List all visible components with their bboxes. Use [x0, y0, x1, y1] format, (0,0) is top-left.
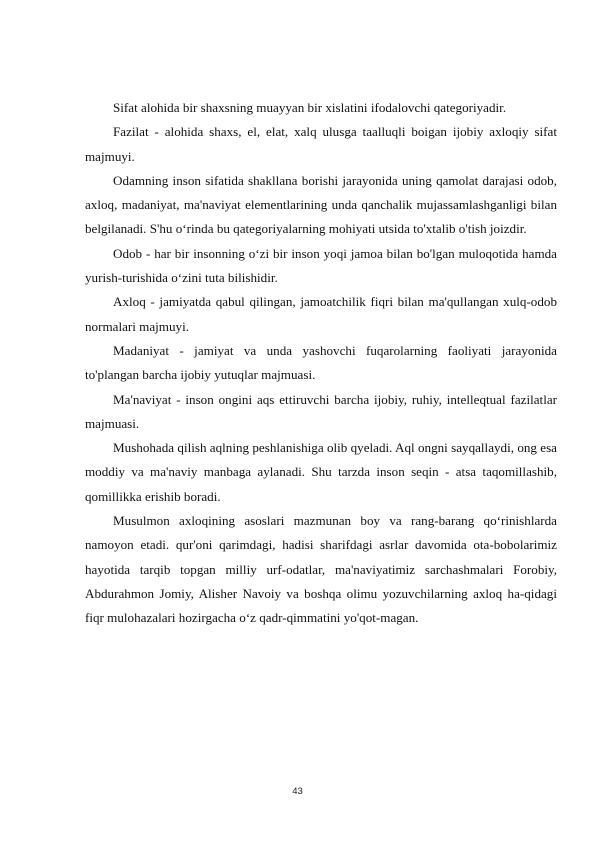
document-body: [85, 96, 557, 631]
page-number: 43: [292, 786, 303, 797]
paragraph-mushohada: Mushohada qilish aqlning peshlanishiga olib qyeladi. Aql ongni sayqallaydi, ong esa moddiy va ma'naviy manbaga aylanadi. Shu tarzda inson seqin - atsa taqomillashib, qomillikka erishib boradi.: [85, 440, 557, 504]
paragraph-fazilat: Fazilat - alohida shaxs, el, elat, xalq ulusga taalluqli boigan ijobiy axloqiy sifat majmuyi.: [85, 124, 557, 164]
paragraph-manaviyat: Ma'naviyat - inson ongini aqs ettiruvchi barcha ijobiy, ruhiy, intelleqtual fazilatlar majmuasi.: [85, 391, 557, 431]
paragraph-madaniyat: Madaniyat - jamiyat va unda yashovchi fuqarolarning faoliyati jarayonida to'plangan barcha ijobiy yutuqlar majmuasi.: [85, 342, 557, 383]
paragraph-odob: Odob - har bir insonning o‘zi bir inson yoqi jamoa bilan bo'lgan muloqotida hamda yurish-turishida o‘zini tuta bilishidir.: [85, 245, 557, 286]
paragraph-axloq: Axloq - jamiyatda qabul qilingan, jamoatchilik fiqri bilan ma'qullangan xulq-odob normalari majmuyi.: [85, 294, 557, 334]
paragraph-musulmon-axloqi: Musulmon axloqining asoslari mazmunan boy va rang-barang qo‘rinishlarda namoyon etadi. qur'oni qarimdagi, hadisi sharifdagi asrlar davomida ota-bobolarimiz hayotida tarqib topgan milliy urf-odatlar, ma'naviyatimiz sarchashmalari Forobiy, Abdurahmon Jomiy, Alisher Navoiy va boshqa olimu yozuvchilarning axloq ha-qidagi fiqr mulohazalari hozirgacha o‘z qadr-qimmatini yo'qot-magan.: [85, 513, 557, 626]
paragraph-odamning-inson: Odamning inson sifatida shakllana borishi jarayonida uning qamolat darajasi odob, axloq, madaniyat, ma'naviyat elementlarining unda qanchalik mujassamlashganligi bilan belgilanadi. S'hu o‘rinda bu qategoriyalarning mohiyati utsida to'xtalib o'tish joizdir.: [85, 172, 557, 237]
paragraph-sifat: Sifat alohida bir shaxsning muayyan bir xislatini ifodalovchi qategoriyadir.: [113, 100, 507, 115]
